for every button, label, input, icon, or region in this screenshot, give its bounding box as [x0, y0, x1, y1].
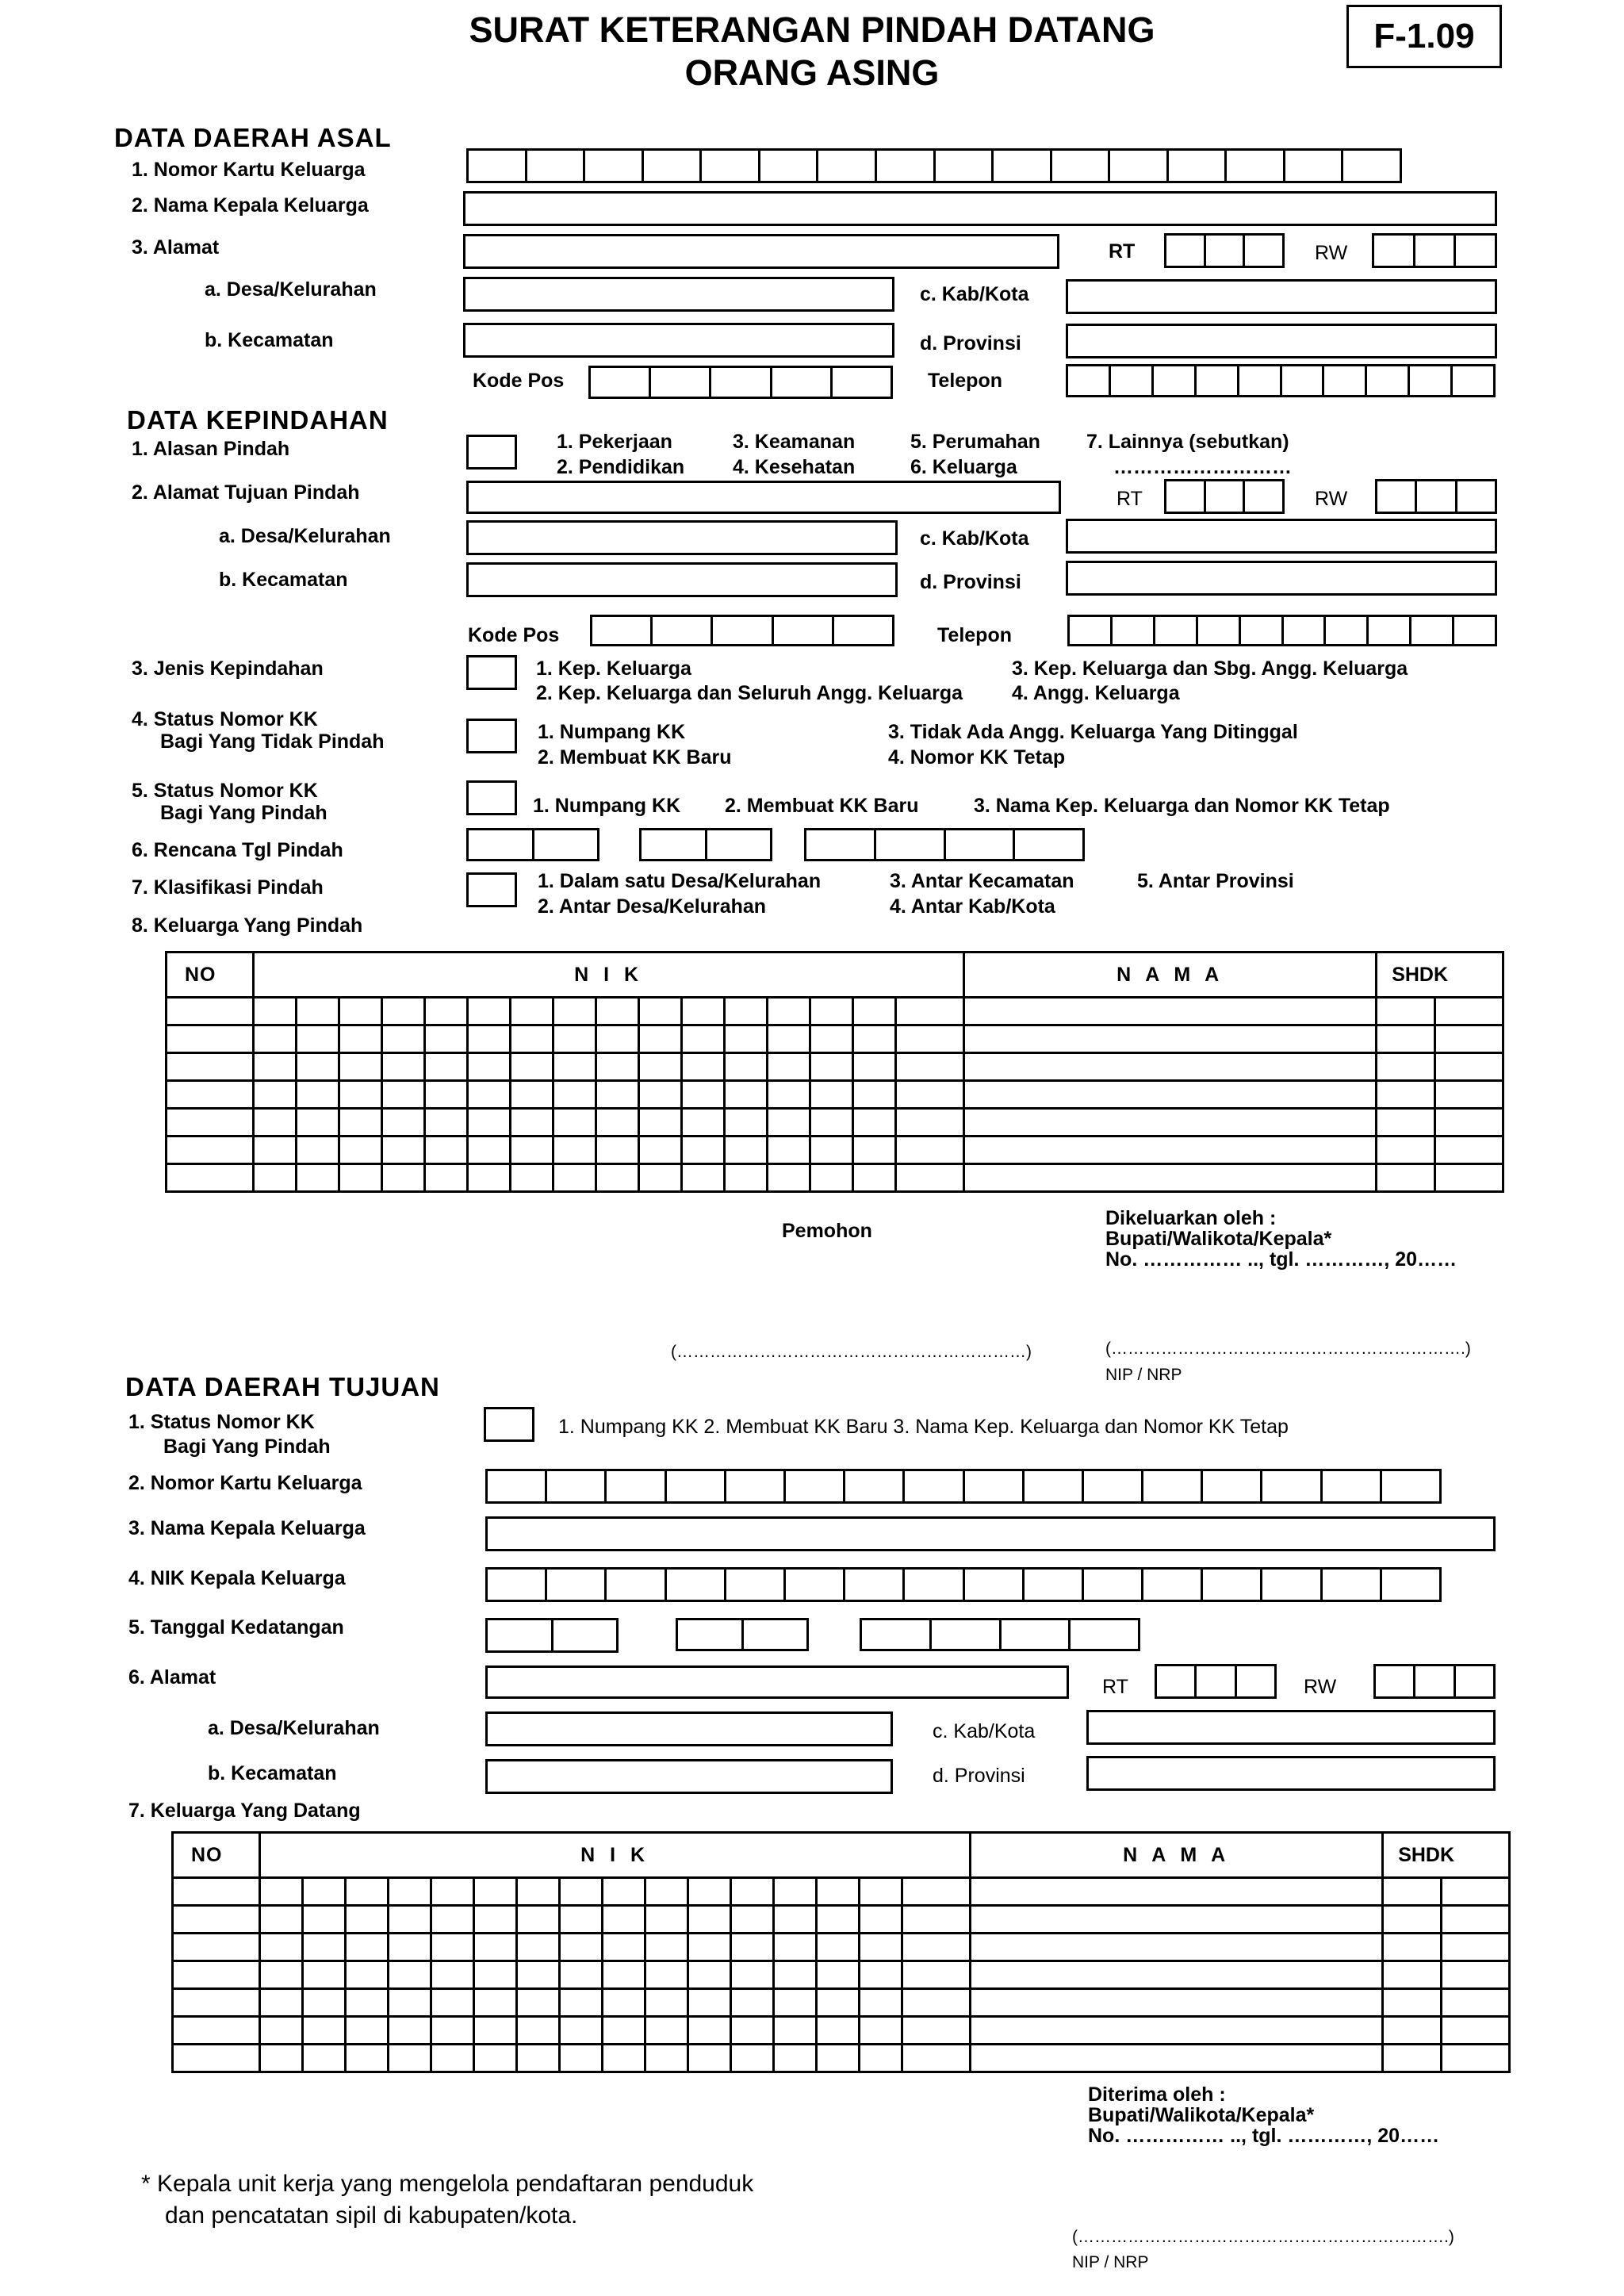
input-status-kk-pindah[interactable]: [466, 780, 517, 815]
label-jenis-kepindahan: 3. Jenis Kepindahan: [132, 657, 324, 680]
input-tujuan-kode-pos[interactable]: [590, 615, 894, 646]
input-asal-rt[interactable]: [1164, 233, 1285, 268]
table-row[interactable]: [173, 2017, 1510, 2045]
label-status-kk-tidak-pindah-2: Bagi Yang Tidak Pindah: [160, 730, 385, 753]
input-tujuan-desa-2[interactable]: [485, 1711, 893, 1746]
table-header-row: [167, 953, 1503, 998]
label-alamat-tujuan: 2. Alamat Tujuan Pindah: [132, 481, 360, 504]
label-rencana-tgl-pindah: 6. Rencana Tgl Pindah: [132, 839, 343, 861]
jenis-opt-3: 3. Kep. Keluarga dan Sbg. Angg. Keluarga: [1012, 657, 1408, 680]
label-provinsi: d. Provinsi: [920, 571, 1021, 593]
label-tujuan-nomor-kk: 2. Nomor Kartu Keluarga: [128, 1472, 362, 1494]
input-asal-desa[interactable]: [463, 277, 894, 312]
label-status-kk-tidak-pindah: 4. Status Nomor KK: [132, 708, 318, 730]
signature-line-pejabat: (……………………………………………………….): [1105, 1340, 1471, 1358]
input-asal-nama-kepala[interactable]: [463, 191, 1497, 226]
footnote-line2: dan pencatatan sipil di kabupaten/kota.: [165, 2202, 578, 2229]
input-tujuan-nik-kepala[interactable]: [485, 1567, 1442, 1602]
input-tujuan-nama-kepala[interactable]: [485, 1516, 1496, 1551]
table-row[interactable]: [167, 1081, 1503, 1109]
label-keluarga-pindah: 8. Keluarga Yang Pindah: [132, 914, 363, 937]
signature-line-penerima: (………………………………………………………….): [1072, 2228, 1454, 2246]
label-desa: a. Desa/Kelurahan: [208, 1717, 380, 1739]
label-kabkota: c. Kab/Kota: [933, 1720, 1036, 1742]
col-nama: N A M A: [964, 953, 1377, 998]
input-asal-provinsi[interactable]: [1066, 324, 1497, 358]
input-alasan-pindah[interactable]: [466, 435, 517, 470]
dikeluarkan-oleh: Dikeluarkan oleh :: [1105, 1207, 1277, 1229]
table-row[interactable]: [167, 1164, 1503, 1192]
input-tujuan-alamat[interactable]: [485, 1665, 1069, 1699]
table-row[interactable]: [173, 1906, 1510, 1934]
label-tujuan-status-kk: 1. Status Nomor KK: [128, 1411, 315, 1433]
klasifikasi-opt-5: 5. Antar Provinsi: [1137, 870, 1294, 892]
label-provinsi: d. Provinsi: [933, 1765, 1025, 1787]
jenis-opt-4: 4. Angg. Keluarga: [1012, 682, 1180, 704]
label-kecamatan: b. Kecamatan: [219, 569, 348, 591]
input-alamat-tujuan[interactable]: [466, 481, 1061, 514]
input-tujuan-provinsi[interactable]: [1066, 561, 1497, 596]
table-keluarga-datang: [171, 1831, 1511, 2073]
input-asal-rw[interactable]: [1372, 233, 1497, 268]
label-klasifikasi-pindah: 7. Klasifikasi Pindah: [132, 876, 324, 899]
status-pindah-opt-2: 2. Membuat KK Baru: [725, 795, 919, 817]
label-alamat: 3. Alamat: [132, 236, 220, 259]
label-rt: RT: [1102, 1676, 1128, 1698]
input-rencana-tgl-bulan[interactable]: [639, 828, 772, 861]
input-status-kk-tidak-pindah[interactable]: [466, 719, 517, 753]
klasifikasi-opt-2: 2. Antar Desa/Kelurahan: [538, 895, 767, 918]
table-row[interactable]: [173, 1989, 1510, 2017]
label-tujuan-alamat: 6. Alamat: [128, 1666, 216, 1688]
input-klasifikasi-pindah[interactable]: [466, 872, 517, 907]
col-nik: N I K: [254, 953, 964, 998]
alasan-opt-5: 5. Perumahan: [910, 431, 1040, 453]
table-row[interactable]: [173, 2045, 1510, 2072]
alasan-opt-6: 6. Keluarga: [910, 456, 1017, 478]
tujuan-status-options: 1. Numpang KK 2. Membuat KK Baru 3. Nama Kep. Keluarga dan Nomor KK Tetap: [558, 1416, 1289, 1438]
input-tujuan-provinsi-2[interactable]: [1086, 1756, 1496, 1791]
diterima-no-tgl: No. …………… .., tgl. …………, 20……: [1088, 2125, 1440, 2147]
table-row[interactable]: [173, 1878, 1510, 1906]
table-row[interactable]: [167, 998, 1503, 1025]
label-kode-pos: Kode Pos: [468, 624, 560, 646]
label-tanggal-kedatangan: 5. Tanggal Kedatangan: [128, 1616, 344, 1639]
input-tujuan-kecamatan[interactable]: [466, 562, 898, 597]
status-tidak-opt-4: 4. Nomor KK Tetap: [888, 746, 1066, 769]
section-title-tujuan: DATA DAERAH TUJUAN: [125, 1372, 440, 1401]
klasifikasi-opt-4: 4. Antar Kab/Kota: [890, 895, 1055, 918]
table-row[interactable]: [173, 1934, 1510, 1961]
input-asal-nomor-kk[interactable]: [466, 148, 1402, 183]
jenis-opt-1: 1. Kep. Keluarga: [536, 657, 691, 680]
dikeluarkan-jabatan: Bupati/Walikota/Kepala*: [1105, 1228, 1332, 1250]
label-rt: RT: [1109, 240, 1136, 263]
klasifikasi-opt-3: 3. Antar Kecamatan: [890, 870, 1074, 892]
label-kecamatan: b. Kecamatan: [208, 1762, 337, 1784]
input-jenis-kepindahan[interactable]: [466, 655, 517, 690]
col-nik: N I K: [260, 1833, 971, 1878]
label-kecamatan: b. Kecamatan: [205, 329, 334, 351]
klasifikasi-opt-1: 1. Dalam satu Desa/Kelurahan: [538, 870, 822, 892]
col-shdk: SHDK: [1383, 1833, 1510, 1878]
label-kabkota: c. Kab/Kota: [920, 527, 1029, 550]
input-tujuan-kecamatan-2[interactable]: [485, 1759, 893, 1794]
jenis-opt-2: 2. Kep. Keluarga dan Seluruh Angg. Keluarga: [536, 682, 963, 704]
label-telepon: Telepon: [937, 624, 1012, 646]
table-header-row: [173, 1833, 1510, 1878]
label-rt: RT: [1116, 488, 1143, 510]
table-row[interactable]: [167, 1053, 1503, 1081]
status-pindah-opt-3: 3. Nama Kep. Keluarga dan Nomor KK Tetap: [974, 795, 1390, 817]
alasan-opt-3: 3. Keamanan: [733, 431, 856, 453]
status-tidak-opt-1: 1. Numpang KK: [538, 721, 686, 743]
col-shdk: SHDK: [1377, 953, 1503, 998]
label-telepon: Telepon: [928, 370, 1002, 392]
input-rencana-tgl-hari[interactable]: [466, 828, 599, 861]
col-no: NO: [167, 953, 254, 998]
col-no: NO: [173, 1833, 260, 1878]
label-alasan-pindah: 1. Alasan Pindah: [132, 438, 290, 460]
footnote-line1: * Kepala unit kerja yang mengelola pendaftaran penduduk: [141, 2171, 754, 2197]
label-desa: a. Desa/Kelurahan: [205, 278, 377, 301]
input-tujuan-rw[interactable]: [1375, 479, 1497, 514]
label-rw: RW: [1304, 1676, 1337, 1698]
input-tujuan-desa[interactable]: [466, 520, 898, 555]
table-row[interactable]: [167, 1025, 1503, 1053]
nip-nrp-1: NIP / NRP: [1105, 1366, 1182, 1384]
table-row[interactable]: [173, 1961, 1510, 1989]
input-tgl-kedatangan-hari[interactable]: [485, 1618, 619, 1653]
label-provinsi: d. Provinsi: [920, 332, 1021, 355]
label-rw: RW: [1315, 488, 1348, 510]
input-tujuan-status-kk[interactable]: [484, 1407, 534, 1442]
label-status-kk-pindah: 5. Status Nomor KK: [132, 780, 318, 802]
alasan-opt-7: 7. Lainnya (sebutkan): [1086, 431, 1289, 453]
input-asal-alamat[interactable]: [463, 234, 1059, 269]
form-title-line1: SURAT KETERANGAN PINDAH DATANG: [469, 10, 1155, 50]
label-kode-pos: Kode Pos: [473, 370, 565, 392]
label-tujuan-status-kk-2: Bagi Yang Pindah: [163, 1435, 331, 1458]
input-tujuan-rw-2[interactable]: [1373, 1664, 1496, 1699]
diterima-oleh: Diterima oleh :: [1088, 2083, 1226, 2106]
label-tujuan-nama-kepala: 3. Nama Kepala Keluarga: [128, 1517, 366, 1539]
section-title-kepindahan: DATA KEPINDAHAN: [127, 405, 389, 435]
table-row[interactable]: [167, 1137, 1503, 1164]
label-desa: a. Desa/Kelurahan: [219, 525, 391, 547]
input-tujuan-rt[interactable]: [1164, 479, 1285, 514]
input-asal-kode-pos[interactable]: [588, 366, 893, 399]
signature-line-pemohon: (………………………………………………………): [671, 1343, 1032, 1361]
input-tujuan-nomor-kk[interactable]: [485, 1469, 1442, 1504]
label-keluarga-datang: 7. Keluarga Yang Datang: [128, 1800, 361, 1822]
input-tgl-kedatangan-bulan[interactable]: [676, 1618, 809, 1651]
label-tujuan-nik-kepala: 4. NIK Kepala Keluarga: [128, 1567, 346, 1589]
form-code-box: F-1.09: [1346, 5, 1502, 68]
section-title-asal: DATA DAERAH ASAL: [114, 123, 392, 152]
alasan-opt-4: 4. Kesehatan: [733, 456, 856, 478]
input-tujuan-kabkota-2[interactable]: [1086, 1710, 1496, 1745]
label-status-kk-pindah-2: Bagi Yang Pindah: [160, 802, 327, 824]
input-asal-kecamatan[interactable]: [463, 323, 894, 358]
input-tujuan-kabkota[interactable]: [1066, 519, 1497, 554]
col-nama: N A M A: [971, 1833, 1383, 1878]
label-nomor-kk: 1. Nomor Kartu Keluarga: [132, 159, 366, 181]
alasan-dots: ………………………: [1113, 456, 1292, 478]
status-pindah-opt-1: 1. Numpang KK: [533, 795, 681, 817]
alasan-opt-1: 1. Pekerjaan: [557, 431, 672, 453]
status-tidak-opt-3: 3. Tidak Ada Angg. Keluarga Yang Ditinggal: [888, 721, 1298, 743]
input-tgl-kedatangan-tahun[interactable]: [860, 1618, 1140, 1651]
diterima-jabatan: Bupati/Walikota/Kepala*: [1088, 2104, 1315, 2126]
dikeluarkan-no-tgl: No. …………… .., tgl. …………, 20……: [1105, 1248, 1457, 1271]
input-tujuan-telepon[interactable]: [1067, 615, 1497, 646]
alasan-opt-2: 2. Pendidikan: [557, 456, 685, 478]
label-kabkota: c. Kab/Kota: [920, 283, 1029, 305]
label-pemohon: Pemohon: [782, 1220, 872, 1242]
input-asal-telepon[interactable]: [1066, 364, 1496, 397]
label-nama-kepala: 2. Nama Kepala Keluarga: [132, 194, 369, 217]
input-tujuan-rt-2[interactable]: [1155, 1664, 1277, 1699]
table-keluarga-pindah: [165, 951, 1504, 1193]
input-rencana-tgl-tahun[interactable]: [804, 828, 1085, 861]
input-asal-kabkota[interactable]: [1066, 279, 1497, 314]
table-row[interactable]: [167, 1109, 1503, 1137]
form-title-line2: ORANG ASING: [684, 52, 940, 93]
status-tidak-opt-2: 2. Membuat KK Baru: [538, 746, 732, 769]
label-rw: RW: [1315, 242, 1348, 264]
nip-nrp-2: NIP / NRP: [1072, 2253, 1149, 2271]
